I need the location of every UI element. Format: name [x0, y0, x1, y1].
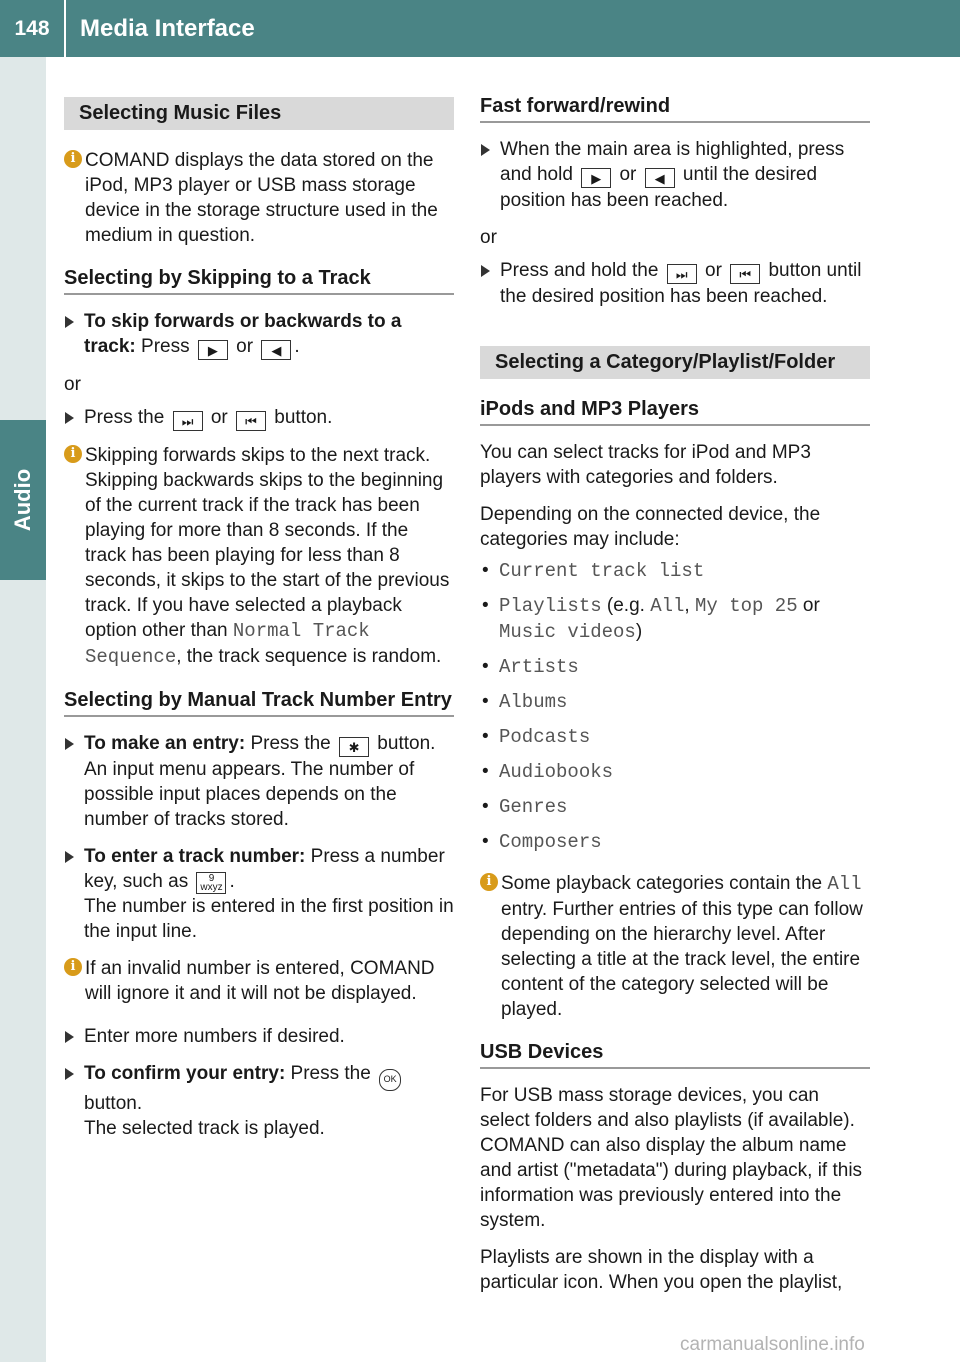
step-arrow-icon — [65, 412, 74, 424]
right-column — [480, 94, 870, 1307]
step-item: Press the ⏭ or ⏮ button. — [64, 405, 454, 431]
prev-key-icon: ◀ — [261, 340, 291, 360]
info-note: i COMAND displays the data stored on the iPod, MP3 player or USB mass storage device in the storage structure used in the medium in question. — [64, 148, 454, 248]
step-item: To enter a track number: Press a number key, such as 9 wxyz . The number is entered in the first position in the input line. — [64, 844, 454, 944]
prev-key-icon: ◀ — [645, 168, 675, 188]
paragraph: For USB mass storage devices, you can select folders and also playlists (if available). COMAND can also display the album name and artist ("metadata") during playback, if this information was previously entered into the system. — [480, 1085, 863, 1231]
section-band-category: Selecting a Category/Playlist/Folder — [480, 346, 870, 379]
list-item: • Genres — [482, 796, 568, 818]
page-header — [0, 0, 960, 57]
section-band-selecting-music: Selecting Music Files — [64, 97, 454, 130]
chapter-title: Media Interface — [80, 15, 255, 42]
info-icon: i — [480, 873, 498, 891]
step-arrow-icon — [65, 1068, 74, 1080]
info-icon: i — [64, 150, 82, 168]
info-note: i Skipping forwards skips to the next track. Skipping backwards skips to the beginning of the current track if the track has been playing for more than 8 seconds. If the track has been playing for less than 8 seconds, it skips to the start of the previous track. If you have selected a playback option other than Normal Track Sequence, the track sequence is random. — [64, 443, 454, 670]
next-key-icon: ▶ — [581, 168, 611, 188]
step-arrow-icon — [65, 1031, 74, 1043]
heading-ipods: iPods and MP3 Players — [480, 397, 870, 426]
skip-forward-key-icon: ⏭ — [667, 264, 697, 284]
step-item: Enter more numbers if desired. — [64, 1024, 454, 1049]
ok-key-icon: OK — [379, 1069, 401, 1091]
or-text: or — [480, 227, 497, 248]
star-key-icon: ✱ — [339, 737, 369, 757]
list-item: • Playlists (e.g. All, My top 25 or Music videos) — [482, 595, 820, 643]
skip-back-key-icon: ⏮ — [236, 411, 266, 431]
paragraph: Playlists are shown in the display with a particular icon. When you open the playlist, — [480, 1247, 843, 1293]
list-item: • Artists — [482, 656, 579, 678]
step-item: When the main area is highlighted, press and hold ▶ or ◀ until the desired position has been reached. — [480, 137, 870, 213]
list-item: • Albums — [482, 691, 568, 713]
step-item: To make an entry: Press the ✱ button. An input menu appears. The number of possible input places depends on the number of tracks stored. — [64, 731, 454, 832]
step-item: To skip forwards or backwards to a track: Press ▶ or ◀ . — [64, 309, 454, 360]
page-number: 148 — [0, 0, 66, 57]
side-tab — [0, 420, 46, 580]
step-item: Press and hold the ⏭ or ⏮ button until the desired position has been reached. — [480, 258, 870, 309]
side-strip-top — [0, 57, 46, 420]
number-nine-key-icon: 9 wxyz — [196, 872, 226, 894]
info-note: i Some playback categories contain the All entry. Further entries of this type can follow depending on the hierarchy level. After selecting a title at the track level, the entire content of the category selected will be played. — [480, 871, 870, 1022]
step-arrow-icon — [481, 265, 490, 277]
paragraph: You can select tracks for iPod and MP3 players with categories and folders. — [480, 442, 811, 488]
skip-forward-key-icon: ⏭ — [173, 411, 203, 431]
list-item: • Audiobooks — [482, 761, 614, 783]
step-item: To confirm your entry: Press the OK button. The selected track is played. — [64, 1061, 454, 1141]
left-column — [64, 94, 454, 1153]
info-icon: i — [64, 958, 82, 976]
skip-back-key-icon: ⏮ — [730, 264, 760, 284]
step-arrow-icon — [481, 144, 490, 156]
info-icon: i — [64, 445, 82, 463]
paragraph: Depending on the connected device, the categories may include: — [480, 504, 821, 550]
or-text: or — [64, 374, 81, 395]
step-arrow-icon — [65, 851, 74, 863]
heading-fast-forward: Fast forward/rewind — [480, 94, 870, 123]
list-item: • Composers — [482, 831, 602, 853]
side-strip-bottom — [0, 580, 46, 1362]
heading-usb: USB Devices — [480, 1040, 870, 1069]
next-key-icon: ▶ — [198, 340, 228, 360]
step-arrow-icon — [65, 738, 74, 750]
heading-manual-entry: Selecting by Manual Track Number Entry — [64, 688, 454, 717]
heading-skip: Selecting by Skipping to a Track — [64, 266, 454, 295]
list-item: • Podcasts — [482, 726, 591, 748]
side-tab-label: Audio — [10, 468, 35, 532]
list-item: • Current track list — [482, 560, 705, 582]
watermark-link[interactable]: carmanualsonline.info — [680, 1334, 865, 1355]
info-note: i If an invalid number is entered, COMAND will ignore it and it will not be displayed. — [64, 956, 454, 1006]
step-arrow-icon — [65, 316, 74, 328]
